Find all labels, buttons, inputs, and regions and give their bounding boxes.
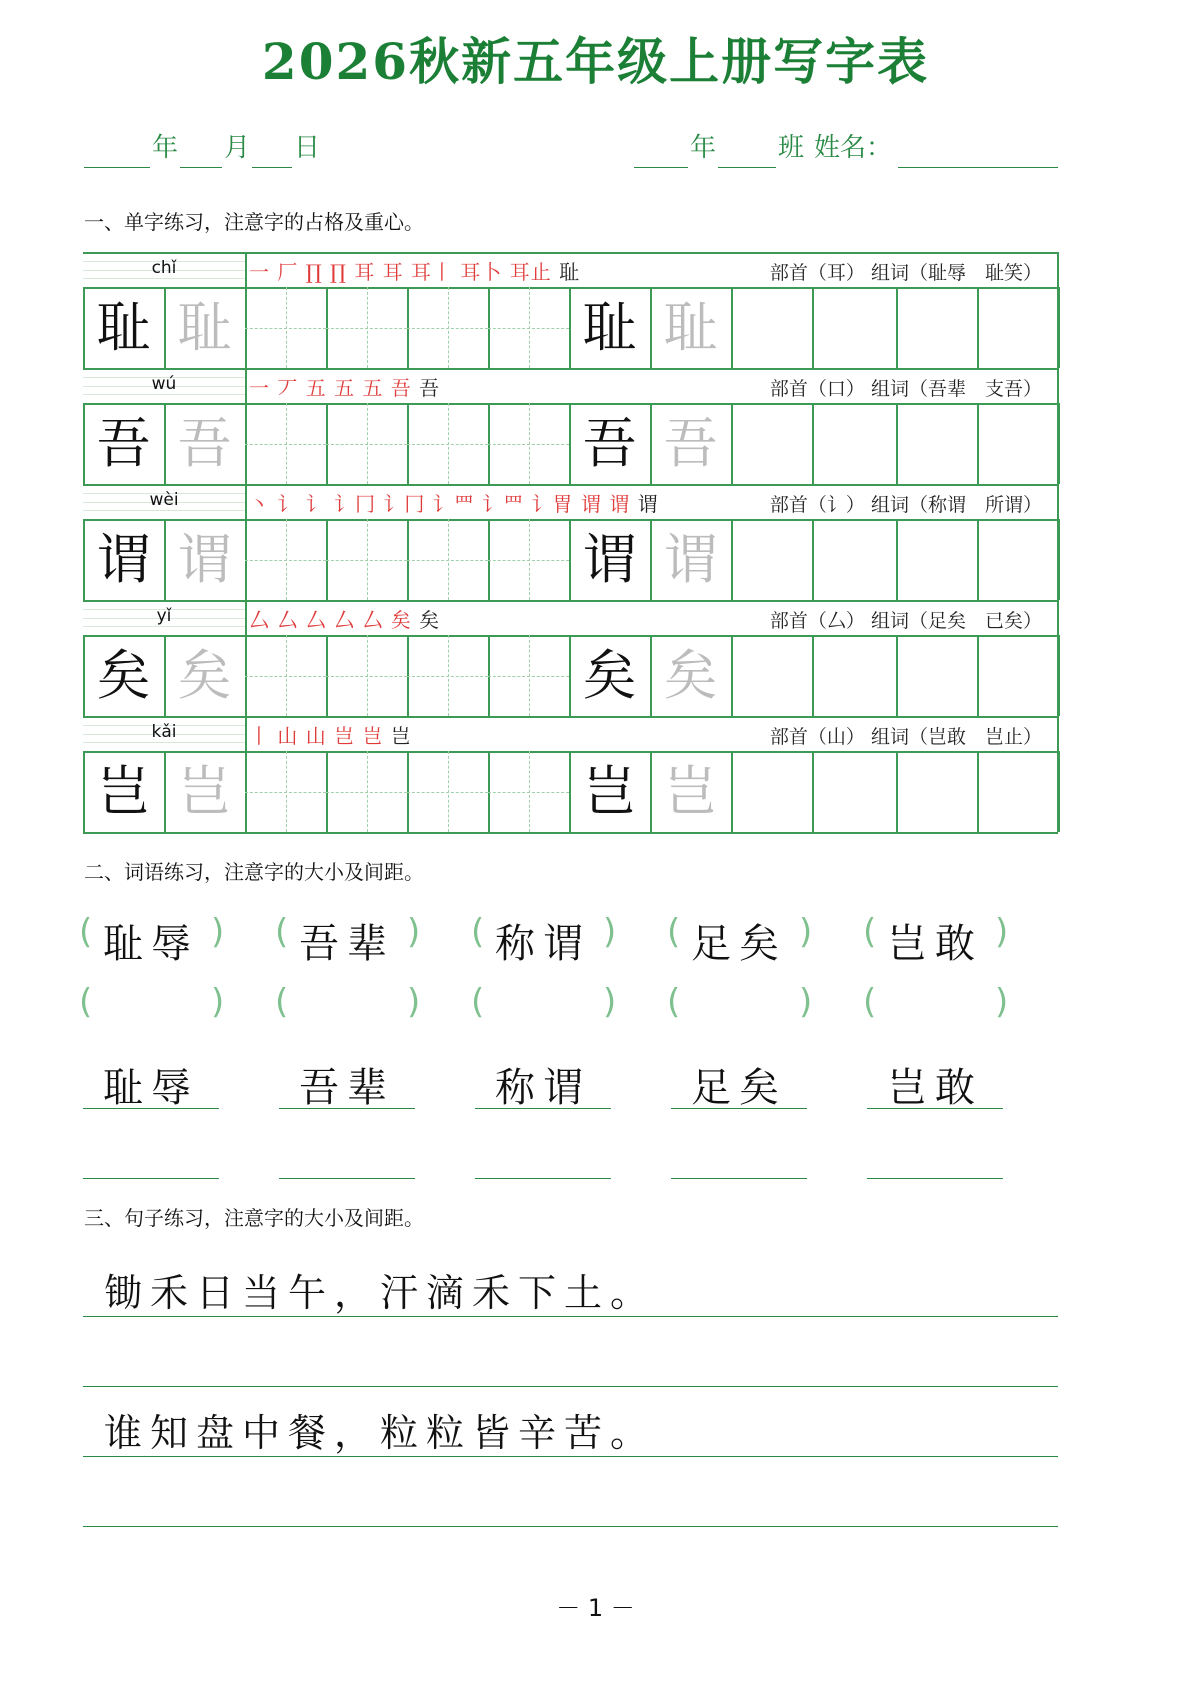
model-character: 吾: [582, 412, 637, 475]
word-blank[interactable]: [485, 986, 599, 1030]
word-example: 足矣: [691, 1065, 787, 1111]
writing-cell[interactable]: [979, 637, 1057, 715]
pinyin-label: wèi: [149, 490, 179, 510]
writing-cell[interactable]: [733, 405, 811, 483]
year-blank[interactable]: [84, 167, 150, 168]
word-underline[interactable]: [83, 1178, 219, 1179]
paren-right: ): [799, 982, 813, 1022]
grid-line: [83, 716, 1058, 718]
word-example: 吾辈: [299, 921, 395, 967]
trace-character: 耻: [663, 296, 718, 359]
word-underline: [475, 1108, 611, 1109]
class-label: 班: [778, 133, 805, 163]
name-blank[interactable]: [898, 167, 1058, 168]
grade-label: 年: [690, 133, 717, 163]
grid-line: [245, 252, 247, 287]
pinyin-label: kǎi: [151, 722, 177, 742]
paren-left: (: [79, 982, 93, 1022]
stroke-step: 一: [249, 376, 270, 400]
word-blank[interactable]: [93, 986, 207, 1030]
stroke-step: 讠罒: [432, 492, 475, 516]
student-header: [634, 128, 1058, 168]
name-label: 姓名：: [814, 133, 893, 163]
writing-cell[interactable]: [490, 753, 568, 831]
writing-cell[interactable]: [733, 289, 811, 367]
word-underline[interactable]: [279, 1178, 415, 1179]
writing-cell[interactable]: [247, 405, 325, 483]
words-label: 组词（岂敢 岂止）: [870, 726, 1042, 748]
stroke-step: 厶: [362, 608, 384, 632]
sentence-line: [83, 1456, 1058, 1457]
model-character: 谓: [96, 528, 151, 591]
writing-cell[interactable]: [898, 637, 976, 715]
stroke-step: 耳卜: [460, 260, 503, 284]
words-label: 组词（足矣 已矣）: [870, 610, 1042, 632]
writing-cell[interactable]: [328, 405, 406, 483]
word-example: 足矣: [691, 921, 787, 967]
model-character: 吾: [96, 412, 151, 475]
grid-line: [245, 600, 247, 635]
writing-cell[interactable]: [979, 521, 1057, 599]
day-blank[interactable]: [252, 167, 292, 168]
pinyin-guide-line: [83, 394, 245, 395]
paren-left: (: [275, 982, 289, 1022]
model-character: 岂: [96, 760, 151, 823]
trace-character: 矣: [177, 644, 232, 707]
day-label: 日: [294, 133, 321, 163]
writing-cell[interactable]: [979, 753, 1057, 831]
paren-right: ): [603, 912, 617, 952]
radical-words-info: [770, 258, 1042, 285]
radical-label: 部首（耳）: [769, 262, 865, 284]
writing-cell[interactable]: [328, 521, 406, 599]
sentence-writing-line[interactable]: [83, 1526, 1058, 1527]
writing-cell[interactable]: [247, 289, 325, 367]
word-blank[interactable]: [289, 986, 403, 1030]
paren-right: ): [799, 912, 813, 952]
writing-cell[interactable]: [814, 753, 895, 831]
stroke-step: 讠胃: [531, 492, 574, 516]
paren-left: (: [79, 912, 93, 952]
paren-right: ): [995, 982, 1009, 1022]
writing-cell[interactable]: [733, 521, 811, 599]
stroke-step: 讠冂: [383, 492, 426, 516]
trace-character: 耻: [177, 296, 232, 359]
stroke-step: 耳: [382, 260, 404, 284]
radical-words-info: [770, 490, 1042, 517]
radical-words-info: [770, 374, 1042, 401]
word-underline: [671, 1108, 807, 1109]
writing-cell[interactable]: [814, 289, 895, 367]
writing-cell[interactable]: [490, 637, 568, 715]
month-blank[interactable]: [180, 167, 222, 168]
trace-character: 谓: [177, 528, 232, 591]
class-blank[interactable]: [718, 167, 776, 168]
stroke-step: 厶: [334, 608, 356, 632]
radical-label: 部首（山）: [769, 726, 865, 748]
section-1-title: 一、单字练习，注意字的占格及重心。: [84, 210, 424, 234]
stroke-step: ∏: [330, 260, 347, 284]
stroke-step: 厶: [305, 608, 327, 632]
word-example: 称谓: [495, 921, 591, 967]
grid-line: [245, 716, 247, 751]
writing-cell[interactable]: [490, 405, 568, 483]
model-character: 矣: [582, 644, 637, 707]
word-blank[interactable]: [681, 986, 795, 1030]
word-blank[interactable]: [877, 986, 991, 1030]
section-3-title: 三、句子练习，注意字的大小及间距。: [84, 1206, 424, 1230]
writing-cell[interactable]: [409, 289, 487, 367]
sentence-example: 谁知盘中餐，粒粒皆辛苦。: [104, 1411, 657, 1455]
words-label: 组词（称谓 所谓）: [870, 494, 1042, 516]
writing-cell[interactable]: [898, 521, 976, 599]
writing-cell[interactable]: [979, 405, 1057, 483]
stroke-step: 厶: [249, 608, 270, 632]
stroke-step: 矣: [390, 608, 412, 632]
pinyin-guide-line: [83, 626, 245, 627]
sentence-example: 锄禾日当午，汗滴禾下土。: [104, 1271, 657, 1315]
grid-line: [83, 832, 1058, 834]
stroke-step: 丆: [277, 376, 299, 400]
stroke-step: 矣: [419, 608, 441, 632]
stroke-step: 讠: [277, 492, 299, 516]
paren-left: (: [667, 912, 681, 952]
stroke-step: 五: [305, 376, 327, 400]
trace-character: 吾: [663, 412, 718, 475]
trace-character: 岂: [177, 760, 232, 823]
character-grid: [83, 252, 1058, 832]
model-character: 耻: [582, 296, 637, 359]
stroke-step: 吾: [390, 376, 412, 400]
writing-cell[interactable]: [814, 521, 895, 599]
writing-cell[interactable]: [328, 637, 406, 715]
writing-cell[interactable]: [409, 637, 487, 715]
stroke-step: 岂: [390, 724, 412, 748]
paren-right: ): [407, 982, 421, 1022]
paren-right: ): [211, 982, 225, 1022]
writing-cell[interactable]: [898, 753, 976, 831]
paren-right: ): [211, 912, 225, 952]
stroke-step: 讠罒: [482, 492, 525, 516]
word-example: 岂敢: [887, 1065, 983, 1111]
trace-character: 谓: [663, 528, 718, 591]
paren-right: ): [407, 912, 421, 952]
stroke-step: 五: [362, 376, 384, 400]
paren-left: (: [863, 982, 877, 1022]
radical-label: 部首（讠）: [769, 494, 865, 516]
grid-line: [83, 252, 1058, 254]
word-underline: [867, 1108, 1003, 1109]
radical-words-info: [770, 606, 1042, 633]
stroke-step: 岂: [362, 724, 384, 748]
writing-cell[interactable]: [409, 521, 487, 599]
stroke-step: 吾: [419, 376, 441, 400]
word-underline[interactable]: [867, 1178, 1003, 1179]
word-example: 耻辱: [103, 1065, 199, 1111]
paren-left: (: [275, 912, 289, 952]
sentence-line: [83, 1316, 1058, 1317]
trace-character: 岂: [663, 760, 718, 823]
word-example: 岂敢: [887, 921, 983, 967]
page-number: － 1 －: [556, 1594, 635, 1622]
stroke-step: 耳: [354, 260, 376, 284]
date-header: [84, 128, 324, 168]
sentence-writing-line[interactable]: [83, 1386, 1058, 1387]
stroke-order: [249, 488, 659, 517]
stroke-step: 耳丨: [411, 260, 453, 284]
grid-line: [245, 484, 247, 519]
words-label: 组词（耻辱 耻笑）: [870, 262, 1042, 284]
paren-left: (: [471, 912, 485, 952]
grid-line: [1057, 252, 1059, 832]
writing-cell[interactable]: [814, 405, 895, 483]
word-example: 耻辱: [103, 921, 199, 967]
writing-cell[interactable]: [490, 289, 568, 367]
writing-cell[interactable]: [328, 289, 406, 367]
writing-cell[interactable]: [733, 637, 811, 715]
pinyin-guide-line: [83, 742, 245, 743]
grid-line: [83, 368, 1058, 370]
pinyin-label: wú: [151, 374, 177, 394]
writing-cell[interactable]: [979, 289, 1057, 367]
stroke-step: 谓: [609, 492, 631, 516]
writing-cell[interactable]: [814, 637, 895, 715]
paren-left: (: [863, 912, 877, 952]
writing-cell[interactable]: [490, 521, 568, 599]
radical-words-info: [770, 722, 1042, 749]
words-label: 组词（吾辈 支吾）: [870, 378, 1042, 400]
month-label: 月: [224, 133, 251, 163]
word-underline: [279, 1108, 415, 1109]
model-character: 矣: [96, 644, 151, 707]
writing-cell[interactable]: [409, 753, 487, 831]
grid-line: [245, 368, 247, 403]
page-title: 2026秋新五年级上册写字表: [261, 32, 930, 91]
stroke-step: 厶: [277, 608, 299, 632]
year-label: 年: [152, 133, 179, 163]
model-character: 岂: [582, 760, 637, 823]
stroke-step: 五: [334, 376, 356, 400]
stroke-step: 一: [249, 260, 270, 284]
writing-cell[interactable]: [733, 753, 811, 831]
pinyin-label: yǐ: [156, 606, 172, 626]
writing-cell[interactable]: [328, 753, 406, 831]
paren-left: (: [667, 982, 681, 1022]
stroke-step: 丶: [249, 492, 270, 516]
writing-cell[interactable]: [247, 753, 325, 831]
word-underline[interactable]: [475, 1178, 611, 1179]
stroke-step: 岂: [334, 724, 356, 748]
radical-label: 部首（厶）: [769, 610, 865, 632]
paren-left: (: [471, 982, 485, 1022]
stroke-step: ∏: [305, 260, 323, 284]
writing-cell[interactable]: [898, 289, 976, 367]
stroke-step: 谓: [637, 492, 659, 516]
stroke-order: [249, 720, 412, 749]
stroke-step: 厂: [277, 260, 299, 284]
stroke-order: [249, 256, 580, 285]
stroke-step: 讠冂: [334, 492, 377, 516]
writing-cell[interactable]: [898, 405, 976, 483]
writing-cell[interactable]: [247, 637, 325, 715]
grade-blank[interactable]: [634, 167, 688, 168]
stroke-order: [249, 604, 440, 633]
grid-line: [83, 484, 1058, 486]
grid-line: [83, 600, 1058, 602]
stroke-step: 丨: [249, 724, 270, 748]
section-2-title: 二、词语练习，注意字的大小及间距。: [84, 860, 424, 884]
pinyin-guide-line: [83, 510, 245, 511]
stroke-order: [249, 372, 440, 401]
stroke-step: 谓: [580, 492, 602, 516]
pinyin-guide-line: [83, 278, 245, 279]
paren-right: ): [603, 982, 617, 1022]
trace-character: 吾: [177, 412, 232, 475]
paren-right: ): [995, 912, 1009, 952]
stroke-step: 耳止: [509, 260, 552, 284]
word-example: 吾辈: [299, 1065, 395, 1111]
stroke-step: 讠: [305, 492, 327, 516]
word-underline[interactable]: [671, 1178, 807, 1179]
radical-label: 部首（口）: [769, 378, 865, 400]
trace-character: 矣: [663, 644, 718, 707]
writing-cell[interactable]: [409, 405, 487, 483]
model-character: 谓: [582, 528, 637, 591]
writing-cell[interactable]: [247, 521, 325, 599]
stroke-step: 山: [305, 724, 327, 748]
word-underline: [83, 1108, 219, 1109]
pinyin-label: chǐ: [151, 258, 177, 278]
stroke-step: 耻: [559, 260, 581, 284]
stroke-step: 山: [277, 724, 299, 748]
word-example: 称谓: [495, 1065, 591, 1111]
model-character: 耻: [96, 296, 151, 359]
